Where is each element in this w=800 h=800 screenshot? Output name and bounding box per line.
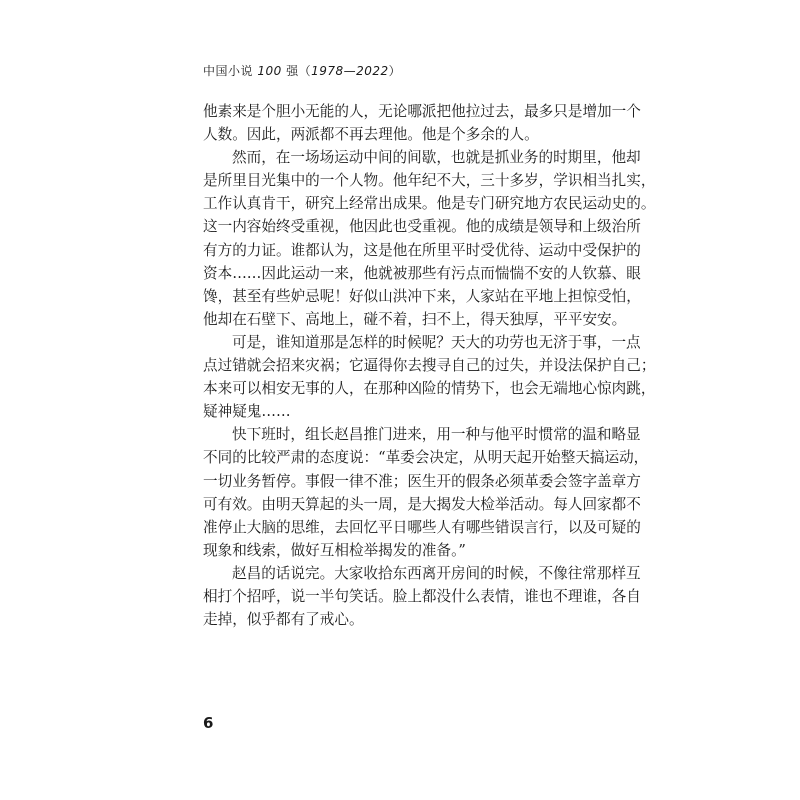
text-line: 可是，谁知道那是怎样的时候呢？天大的功劳也无济于事，一点 xyxy=(232,333,641,351)
header-title: 中国小说 xyxy=(203,64,254,78)
text-line: 准停止大脑的思维，去回忆平日哪些人有哪些错误言行，以及可疑的 xyxy=(203,518,641,536)
text-line: 他素来是个胆小无能的人，无论哪派把他拉过去，最多只是增加一个 xyxy=(203,103,641,120)
text-line: 这一内容始终受重视，他因此也受重视。他的成绩是领导和上级治所 xyxy=(203,218,641,236)
text-line: 工作认真肯干，研究上经常出成果。他是专门研究地方农民运动史的。 xyxy=(203,195,656,213)
page-number: 6 xyxy=(203,714,214,732)
text-line: 本来可以相安无事的人，在那种凶险的情势下，也会无端地心惊肉跳， xyxy=(203,380,656,398)
text-line: 疑神疑鬼…… xyxy=(203,403,291,421)
text-line: 快下班时，组长赵昌推门进来，用一种与他平时惯常的温和略显 xyxy=(232,426,641,444)
text-line: 相打个招呼，说一半句笑话。脸上都没什么表情，谁也不理谁，各自 xyxy=(203,587,641,605)
text-line: 走掉，似乎都有了戒心。 xyxy=(203,611,364,629)
text-line: 点过错就会招来灾祸；它逼得你去搜寻自己的过失，并设法保护自己； xyxy=(203,357,656,375)
running-header xyxy=(203,62,401,79)
text-line: 然而，在一场场运动中间的间歇，也就是抓业务的时期里，他却 xyxy=(232,149,641,167)
text-line: 有方的力证。谁都认为，这是他在所里平时受优待、运动中受保护的 xyxy=(203,241,641,259)
text-line: 可有效。由明天算起的头一周，是大揭发大检举活动。每人回家都不 xyxy=(203,495,641,513)
text-line: 赵昌的话说完。大家收拾东西离开房间的时候，不像往常那样互 xyxy=(232,564,641,582)
header-suffix: 强（ xyxy=(286,64,312,78)
header-close: ） xyxy=(388,64,402,78)
header-count: 100 xyxy=(257,64,282,78)
text-line: 馋，甚至有些妒忌呢！好似山洪冲下来，人家站在平地上担惊受怕， xyxy=(203,287,641,305)
text-line: 一切业务暂停。事假一律不准；医生开的假条必须革委会签字盖章方 xyxy=(203,472,641,490)
text-line: 资本……因此运动一来，他就被那些有污点而惴惴不安的人钦慕、眼 xyxy=(203,264,641,282)
text-line: 人数。因此，两派都不再去理他。他是个多余的人。 xyxy=(203,126,539,144)
text-line: 是所里目光集中的一个人物。他年纪不大，三十多岁，学识相当扎实， xyxy=(203,172,656,190)
text-line: 不同的比较严肃的态度说：“革委会决定，从明天起开始整天搞运动， xyxy=(203,449,649,467)
text-line: 现象和线索，做好互相检举揭发的准备。” xyxy=(203,541,466,559)
body-text xyxy=(203,100,656,631)
text-line: 他却在石壁下、高地上，碰不着，扫不上，得天独厚，平平安安。 xyxy=(203,310,627,328)
header-years: 1978—2022 xyxy=(311,64,389,78)
